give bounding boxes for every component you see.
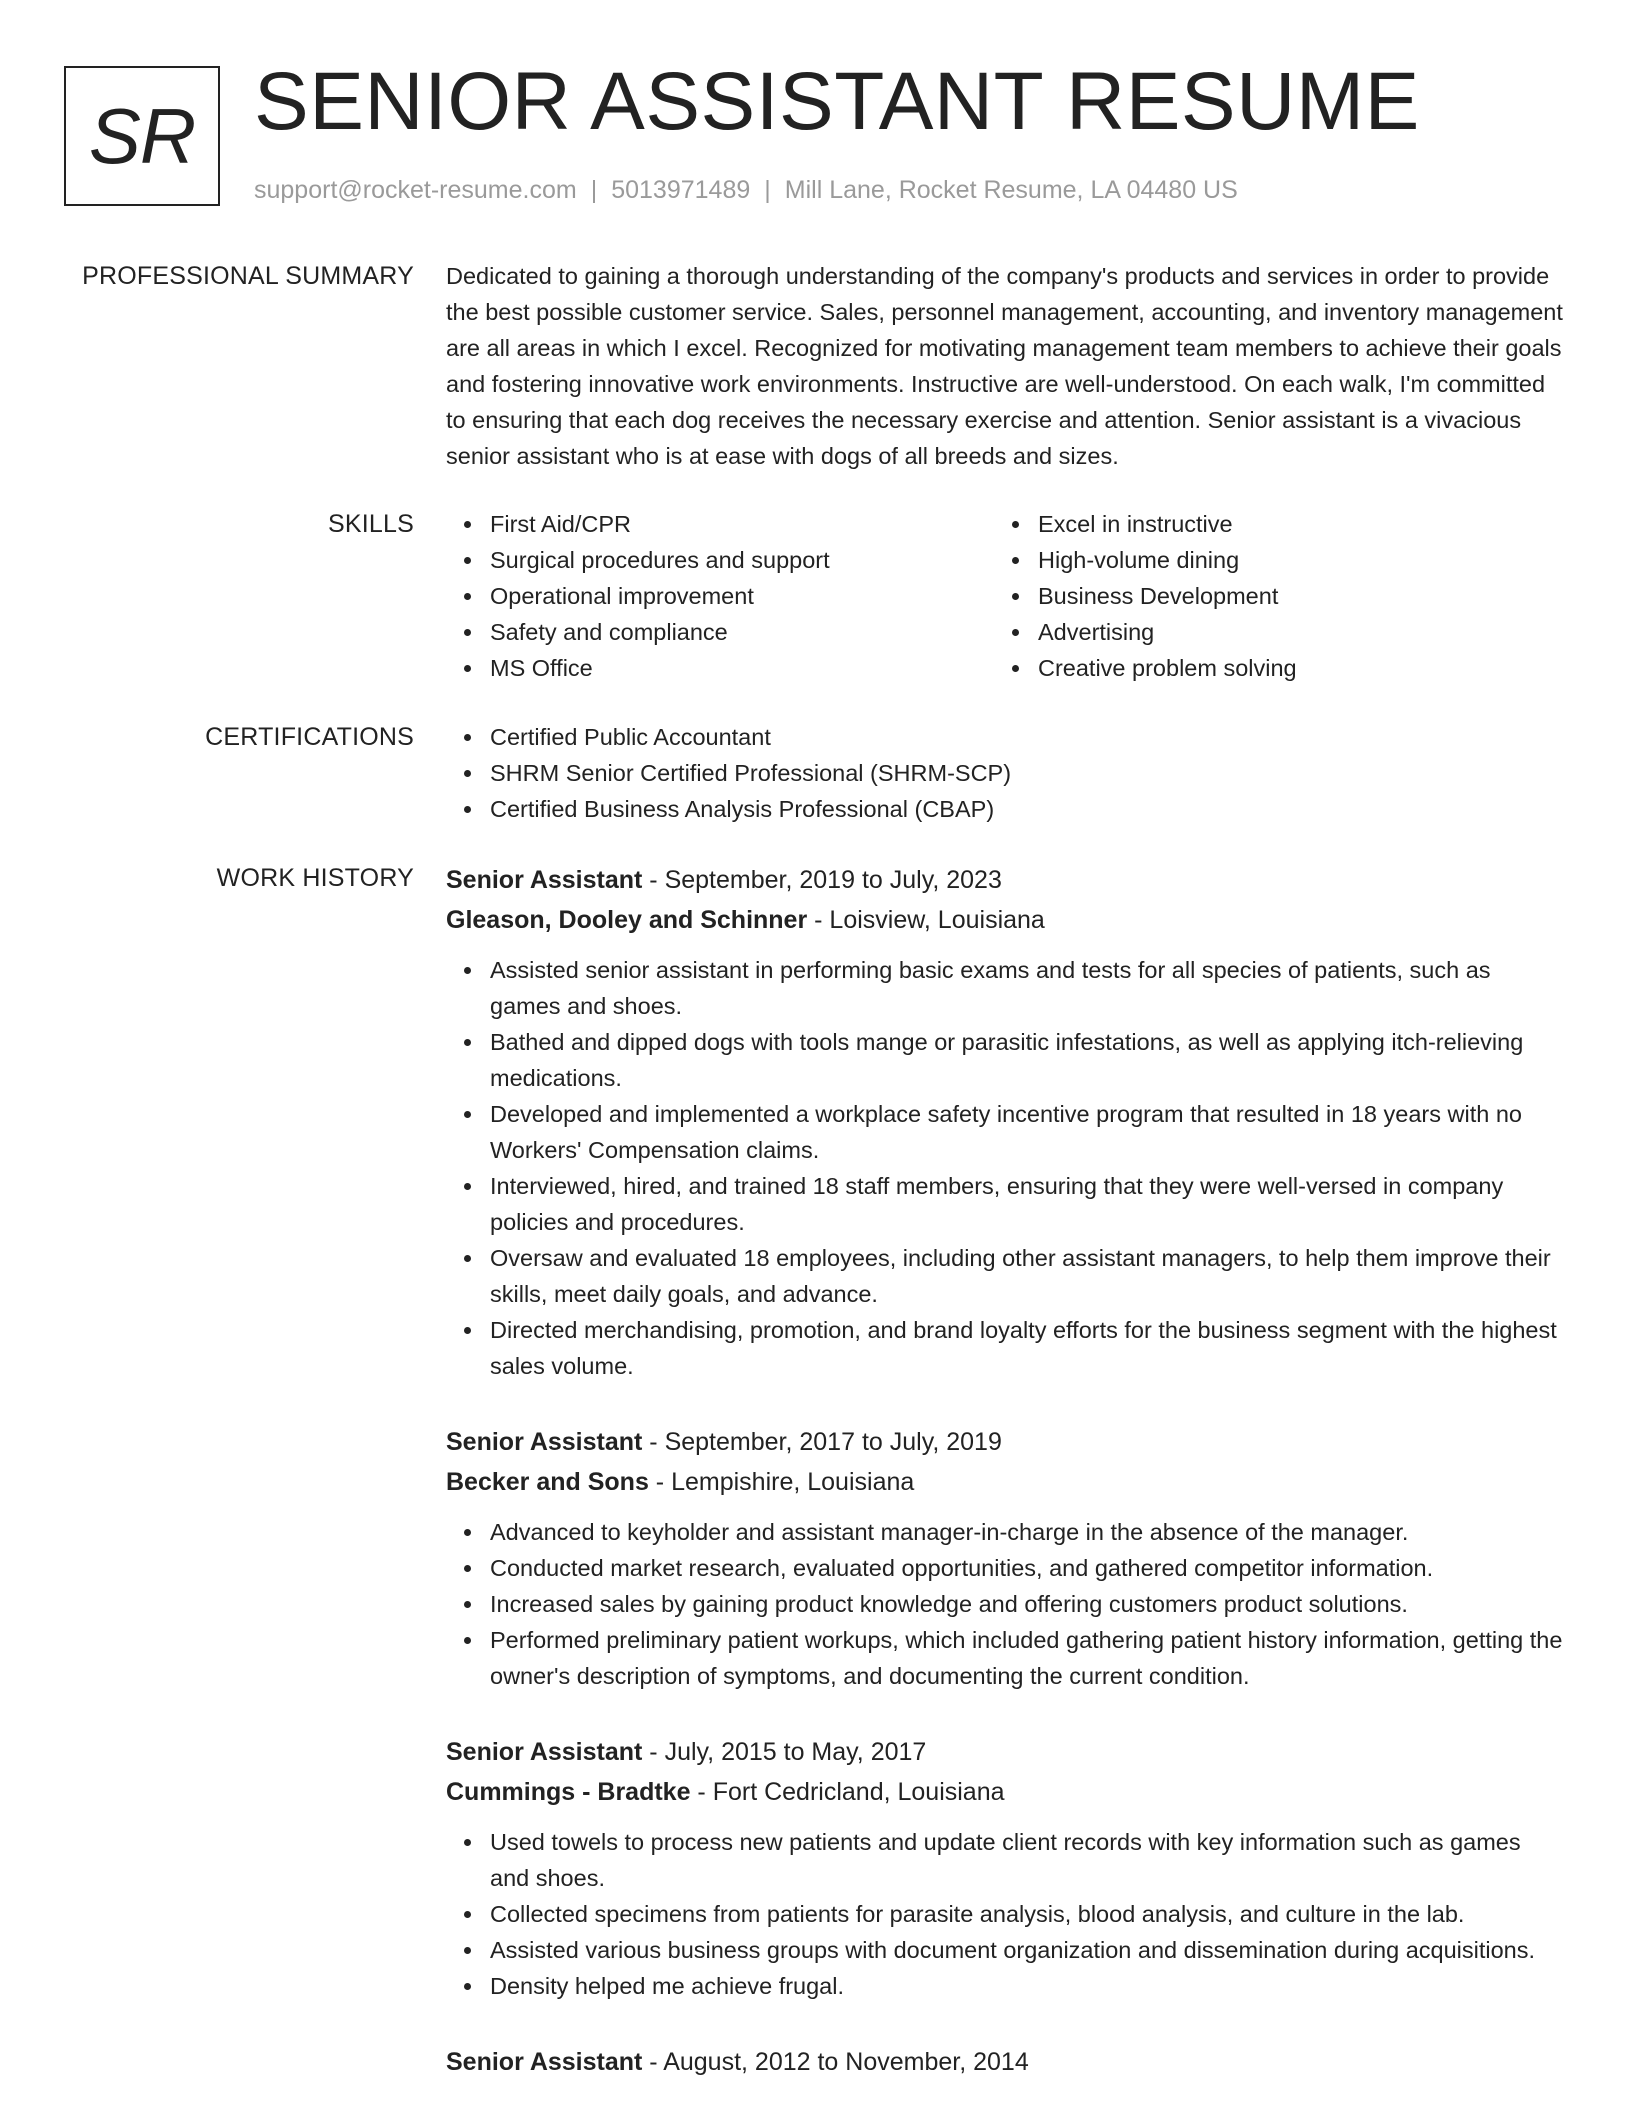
contact-line bbox=[254, 172, 1238, 208]
skill-item: Creative problem solving bbox=[1038, 650, 1542, 686]
skill-item: Safety and compliance bbox=[490, 614, 994, 650]
job-entry bbox=[446, 2042, 1566, 2082]
job-entry bbox=[446, 860, 1566, 1384]
job-title: Senior Assistant bbox=[446, 2048, 643, 2076]
summary-text: Dedicated to gaining a thorough understanding of the company's products and services in order to provide the best possible customer service. Sales, personnel management, accounting, and inventory management are all areas in which I excel. Recognized for motivating management team members to achieve their goals and fostering innovative work environments. Instructive are well-understood. On each walk, I'm committed to ensuring that each dog receives the necessary exercise and attention. Senior assistant is a vivacious senior assistant who is at ease with dogs of all breeds and sizes. bbox=[446, 263, 1563, 469]
contact-email: support@rocket-resume.com bbox=[254, 176, 577, 204]
skill-item: Advertising bbox=[1038, 614, 1542, 650]
job-bullet: Developed and implemented a workplace safety incentive program that resulted in 18 years with no Workers' Compensation claims. bbox=[490, 1096, 1566, 1168]
certification-item: Certified Public Accountant bbox=[490, 719, 1566, 755]
skill-item: Operational improvement bbox=[490, 578, 994, 614]
job-bullet: Density helped me achieve frugal. bbox=[490, 1968, 1566, 2004]
job-entry bbox=[446, 1732, 1566, 2004]
job-title-line bbox=[446, 860, 1566, 900]
skill-item: High-volume dining bbox=[1038, 542, 1542, 578]
job-company: Becker and Sons bbox=[446, 1468, 649, 1496]
contact-phone: 5013971489 bbox=[611, 176, 751, 204]
job-bullet: Conducted market research, evaluated opportunities, and gathered competitor information. bbox=[490, 1550, 1566, 1586]
job-title-line bbox=[446, 2042, 1566, 2082]
skills-heading: SKILLS bbox=[328, 510, 414, 538]
certifications-body bbox=[446, 719, 1566, 827]
job-title-line bbox=[446, 1732, 1566, 1772]
certifications-heading: CERTIFICATIONS bbox=[205, 723, 414, 751]
job-location: - Fort Cedricland, Louisiana bbox=[690, 1778, 1005, 1806]
summary-heading: PROFESSIONAL SUMMARY bbox=[82, 262, 414, 290]
skills-column-left bbox=[446, 506, 994, 686]
job-bullet: Interviewed, hired, and trained 18 staff members, ensuring that they were well-versed in company policies and procedures. bbox=[490, 1168, 1566, 1240]
job-title-line bbox=[446, 1422, 1566, 1462]
skills-column-right bbox=[994, 506, 1542, 686]
resume-title: SENIOR ASSISTANT RESUME bbox=[254, 56, 1420, 147]
certification-item: SHRM Senior Certified Professional (SHRM-SCP) bbox=[490, 755, 1566, 791]
job-bullet: Directed merchandising, promotion, and brand loyalty efforts for the business segment with the highest sales volume. bbox=[490, 1312, 1566, 1384]
skills-body bbox=[446, 506, 1566, 686]
job-location: - Lempishire, Louisiana bbox=[648, 1468, 915, 1496]
job-company-line bbox=[446, 1772, 1566, 1812]
contact-address: Mill Lane, Rocket Resume, LA 04480 US bbox=[784, 176, 1238, 204]
job-dates: - September, 2017 to July, 2019 bbox=[642, 1428, 1002, 1456]
job-company-line bbox=[446, 900, 1566, 940]
job-bullet: Assisted senior assistant in performing basic exams and tests for all species of patients, such as games and shoes. bbox=[490, 952, 1566, 1024]
job-title: Senior Assistant bbox=[446, 1428, 643, 1456]
skill-item: Surgical procedures and support bbox=[490, 542, 994, 578]
job-bullets bbox=[446, 1514, 1566, 1694]
job-bullet: Advanced to keyholder and assistant manager-in-charge in the absence of the manager. bbox=[490, 1514, 1566, 1550]
job-dates: - July, 2015 to May, 2017 bbox=[642, 1738, 927, 1766]
job-bullets bbox=[446, 1824, 1566, 2004]
contact-separator: | bbox=[764, 176, 771, 204]
contact-separator: | bbox=[590, 176, 598, 204]
job-title: Senior Assistant bbox=[446, 866, 643, 894]
job-bullet: Assisted various business groups with document organization and dissemination during acquisitions. bbox=[490, 1932, 1566, 1968]
skill-item: Excel in instructive bbox=[1038, 506, 1542, 542]
job-entry bbox=[446, 1422, 1566, 1694]
job-bullets bbox=[446, 952, 1566, 1384]
job-company: Cummings - Bradtke bbox=[446, 1778, 691, 1806]
job-bullet: Increased sales by gaining product knowledge and offering customers product solutions. bbox=[490, 1586, 1566, 1622]
work-history-heading: WORK HISTORY bbox=[216, 864, 414, 892]
job-bullet: Oversaw and evaluated 18 employees, including other assistant managers, to help them improve their skills, meet daily goals, and advance. bbox=[490, 1240, 1566, 1312]
skill-item: Business Development bbox=[1038, 578, 1542, 614]
job-dates: - September, 2019 to July, 2023 bbox=[642, 866, 1002, 894]
job-title: Senior Assistant bbox=[446, 1738, 643, 1766]
job-bullet: Used towels to process new patients and update client records with key information such as games and shoes. bbox=[490, 1824, 1566, 1896]
job-location: - Loisview, Louisiana bbox=[807, 906, 1045, 934]
skill-item: First Aid/CPR bbox=[490, 506, 994, 542]
work-history-body bbox=[446, 860, 1566, 2120]
certification-item: Certified Business Analysis Professional (CBAP) bbox=[490, 791, 1566, 827]
job-dates: - August, 2012 to November, 2014 bbox=[642, 2048, 1029, 2076]
summary-body bbox=[446, 258, 1566, 474]
initials-monogram: SR bbox=[64, 66, 220, 206]
job-bullet: Performed preliminary patient workups, which included gathering patient history information, getting the owner's description of symptoms, and documenting the current condition. bbox=[490, 1622, 1566, 1694]
job-bullet: Bathed and dipped dogs with tools mange or parasitic infestations, as well as applying itch-relieving medications. bbox=[490, 1024, 1566, 1096]
skill-item: MS Office bbox=[490, 650, 994, 686]
job-company: Gleason, Dooley and Schinner bbox=[446, 906, 808, 934]
job-bullet: Collected specimens from patients for parasite analysis, blood analysis, and culture in the lab. bbox=[490, 1896, 1566, 1932]
job-company-line bbox=[446, 1462, 1566, 1502]
